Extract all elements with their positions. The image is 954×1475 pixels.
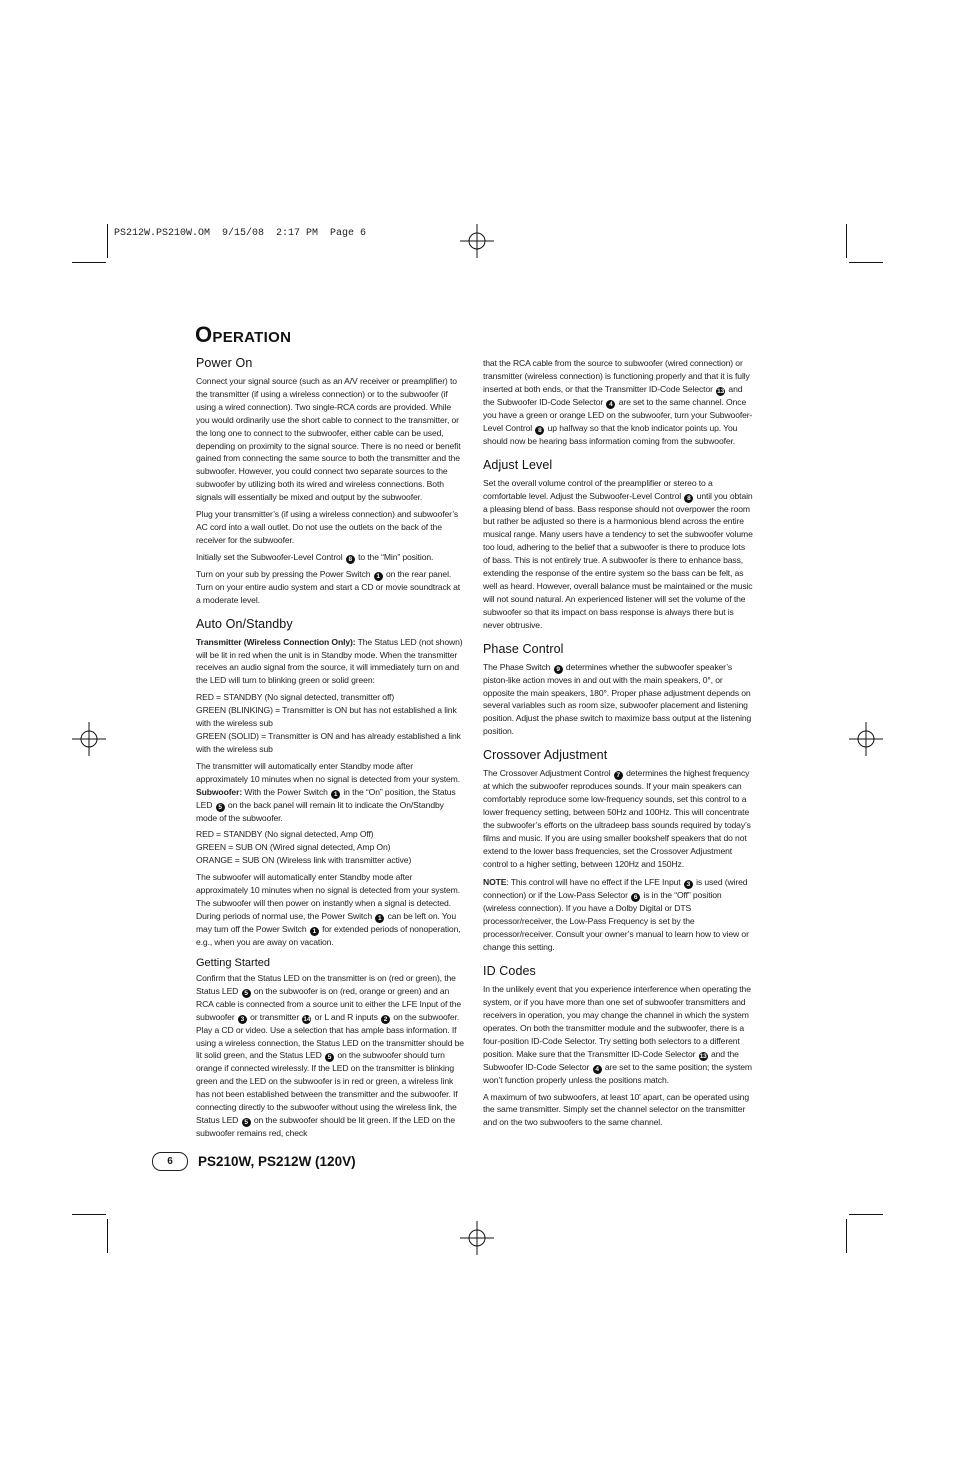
paragraph [483,661,753,739]
text: on the subwoofer. Play a CD or video. Use a selection that has ample bass information. If using a wireless connection, the Status LED on the transmitter should be lit solid green, and the Status LED [196,1011,464,1061]
crop-mark [107,224,108,258]
text: on the subwoofer is on (red, orange or green) and an RCA cable is connected from a source unit to either the LFE Input of the subwoofer [196,985,462,1022]
text: for extended periods of nonoperation, e.g., when you are away on vacation. [196,923,461,947]
heading-power-on: Power On [196,356,253,370]
page-number: 6 [152,1152,188,1171]
label: Subwoofer: [196,786,243,797]
crop-mark [72,1214,106,1215]
text: and the Subwoofer ID-Code Selector [483,1048,739,1072]
paragraph: Connect your signal source (such as an A/V receiver or preamplifier) to the transmitter (if using a wireless connection) or to the subwoofer (if using a wired connection). Two single-RCA cords are provided. While you would ordinarily use the short cable to connect to the transmitter, or the long one to connect to the subwoofer, either cable can be used, depending on proximity to the signal source. There is no need or benefit gained from connecting the same source to both the transmitter and the subwoofer. However, you could connect two separate sources to the subwoofer by utilizing both its wired and wireless connections. Both signals will essentially be mixed and output by the subwoofer. [196,376,461,503]
callout-5-icon: 5 [242,1118,251,1127]
crop-mark [72,262,106,263]
callout-2-icon: 2 [381,1015,390,1024]
paragraph [196,871,466,949]
callout-3-icon: 3 [238,1015,247,1024]
text: to the “Min” position. [358,551,434,562]
paragraph: Plug your transmitter’s (if using a wireless connection) and subwoofer’s AC cord into a wall outlet. Do not use the outlets on the back of the receiver for the subwoofer. [196,509,459,545]
text: on the rear panel. [385,568,452,579]
text: The subwoofer will automatically enter Standby mode after approximately 10 minutes when no signal is detected from your system. The subwoofer will then power on instantly when a signal is detected. During periods of normal use, the Power Switch [196,872,460,921]
status-line: GREEN (SOLID) = Transmitter is ON and has already established a link with the wireless sub [196,730,461,754]
text: and the Subwoofer ID-Code Selector [483,383,743,407]
text: determines the highest frequency at which the subwoofer reproduces sounds. If your main speakers can comfortably reproduce some low-frequency sounds, set this control to a lower frequency setting, between 50Hz and 100Hz. This will concentrate the subwoofer’s efforts on the ultradeep bass sounds required by today’s films and music. If you are using smaller bookshelf speakers that do not extend to the lower bass frequencies, set the Crossover Adjustment control to a higher setting, between 120Hz and 150Hz. [483,768,751,869]
crop-mark [849,1214,883,1215]
text: until you obtain a pleasing blend of bass. Bass response should not overpower the room but rather be adjusted so there is a harmonious blend across the entire musical range. Many users have a tendency to set the subwoofer volume too loud, adhering to the belief that a subwoofer is there to produce lots of bass. This is not entirely true. A subwoofer is there to enhance bass, extending the response of the entire system so the bass can be felt, as well as heard. However, overall balance must be maintained or the music will not sound natural. An experienced listener will set the volume of the subwoofer so that its impact on bass response is always there but is never obtrusive. [483,490,753,630]
callout-5-icon: 5 [216,803,225,812]
text: is in the “Off” position (wireless connection). If you have a Dolby Digital or DTS processor/receiver, the Low-Pass Frequency is set by the processor/receiver. Consult your owner’s manual to learn how to view or change this setting. [483,890,749,953]
registration-mark-icon [460,1221,494,1255]
text: In the unlikely event that you experience interference when operating the system, or if you have more than one set of subwoofer transmitters and receivers in operation, you may change the channel in which the system operates. On both the transmitter module and the subwoofer, there is a four-position ID-Code Selector. Try setting both selectors to a different position. Make sure that the Transmitter ID-Code Selector [483,984,751,1059]
text: on the subwoofer should be lit green. If the LED on the subwoofer remains red, check [196,1115,456,1139]
text: are set to the same channel. Once you have a green or orange LED on the subwoofer, turn your Subwoofer-Level Control [483,396,753,433]
paragraph: Turn on your entire audio system and start a CD or movie soundtrack at a moderate level. [196,581,461,605]
text: Set the overall volume control of the preamplifier or stereo to a comfortable level. Adjust the Subwoofer-Level Control [483,477,713,501]
status-line: GREEN = SUB ON (Wired signal detected, Amp On) [196,842,391,853]
text: are set to the same position; the system won’t function properly unless the positions match. [483,1061,752,1085]
text: The Crossover Adjustment Control [483,768,611,779]
registration-mark-icon [849,722,883,756]
paragraph [483,767,753,870]
text: The Status LED (not shown) will be lit in red when the unit is in Standby mode. When the transmitter receives an audio signal from the source, it will immediately turn on and the LED will turn to blinking green or solid green: [196,636,463,686]
heading-id-codes: ID Codes [483,964,536,979]
crop-mark [846,224,847,258]
heading-crossover-adjustment: Crossover Adjustment [483,748,608,763]
text: up halfway so that the knob indicator points up. You should now be hearing bass information coming from the subwoofer. [483,422,738,446]
text: that the RCA cable from the source to subwoofer (wired connection) or transmitter (wireless connection) is functioning properly and that it is fully inserted at both ends, or that the Transmitter ID-Code Selector [483,358,750,394]
label: Transmitter (Wireless Connection Only): [196,636,356,647]
callout-14-icon: 14 [303,1015,311,1023]
text: in the “On” position, the Status LED [196,786,456,810]
text: can be left on. You may turn off the Power Switch [196,910,457,934]
text: Confirm that the Status LED on the transmitter is on (red or green), the Status LED [196,972,456,996]
text: or L and R inputs [314,1011,378,1022]
callout-8-icon: 8 [346,555,355,564]
paragraph [196,972,466,1140]
text: The Phase Switch [483,661,551,672]
callout-1-icon: 1 [375,914,384,923]
callout-1-icon: 1 [310,927,319,936]
text: on the subwoofer should turn orange if connected wirelessly. If the LED on the transmitter is blinking green and the LED on the subwoofer is in red or green, a wireless link has not been established between the transmitter and the subwoofer. If connecting directly to the subwoofer without using the wireless link, the Status LED [196,1050,458,1126]
callout-8-icon: 8 [684,494,693,503]
left-column [196,356,466,1144]
print-slug: PS212W.PS210W.OM 9/15/08 2:17 PM Page 6 [114,228,367,239]
callout-3-icon: 3 [684,880,693,889]
text: or transmitter [250,1011,300,1022]
registration-mark-icon [72,722,106,756]
paragraph [483,357,753,448]
status-line: ORANGE = SUB ON (Wireless link with transmitter active) [196,855,412,866]
paragraph [196,786,466,825]
text: determines whether the subwoofer speaker’s piston-like action moves in and out with the main speakers, 0°, or opposite the main speakers, 180°. Proper phase adjustment depends on several variables such as room size, subwoofer placement and listening position. Adjust the phase switch to maximize bass output at the listening position. [483,661,752,737]
callout-1-icon: 1 [331,790,340,799]
callout-13-icon: 13 [717,387,725,395]
status-line: RED = STANDBY (No signal detected, transmitter off) [196,692,395,703]
text: is used (wired connection) or if the Low-Pass Selector [483,877,748,901]
heading-phase-control: Phase Control [483,641,564,656]
note-paragraph [483,876,753,954]
paragraph [196,551,466,564]
paragraph: The transmitter will automatically enter Standby mode after approximately 10 minutes when no signal is detected from your system. [196,760,460,784]
callout-4-icon: 4 [593,1065,602,1074]
model-name: PS210W, PS212W (120V) [198,1154,356,1169]
callout-4-icon: 4 [606,400,615,409]
crop-mark [107,1219,108,1253]
heading-auto-standby: Auto On/Standby [196,616,293,631]
crop-mark [846,1219,847,1253]
callout-6-icon: 6 [631,893,640,902]
paragraph [483,983,753,1086]
paragraph [196,636,466,688]
title-rest: PERATION [212,329,292,346]
text: on the back panel will remain lit to indicate the On/Standby mode of the subwoofer. [196,799,444,823]
paragraph [196,568,466,581]
text: With the Power Switch [244,786,328,797]
status-line: RED = STANDBY (No signal detected, Amp Off) [196,829,374,840]
note-label: NOTE [483,877,507,888]
callout-8-icon: 8 [535,426,544,435]
callout-7-icon: 7 [614,771,623,780]
registration-mark-icon [460,224,494,258]
callout-9-icon: 9 [554,665,563,674]
text: Turn on your sub by pressing the Power Switch [196,568,371,579]
paragraph: A maximum of two subwoofers, at least 10' apart, can be operated using the same transmitter. Simply set the channel selector on the transmitter and on the two subwoofers to the same channel. [483,1091,750,1128]
status-line: GREEN (BLINKING) = Transmitter is ON but has not established a link with the wireless sub [196,705,457,729]
heading-getting-started: Getting Started [196,956,270,969]
title-initial: O [195,322,213,347]
callout-13-icon: 13 [699,1052,707,1060]
right-column [483,357,753,1133]
crop-mark [849,262,883,263]
heading-adjust-level: Adjust Level [483,457,553,472]
paragraph [483,477,753,632]
callout-5-icon: 5 [325,1053,334,1062]
text: Initially set the Subwoofer-Level Control [196,551,343,562]
text: : This control will have no effect if the LFE Input [506,877,681,888]
callout-5-icon: 5 [242,989,251,998]
page-footer [152,1152,356,1171]
page-title [195,322,291,348]
callout-1-icon: 1 [374,572,383,581]
